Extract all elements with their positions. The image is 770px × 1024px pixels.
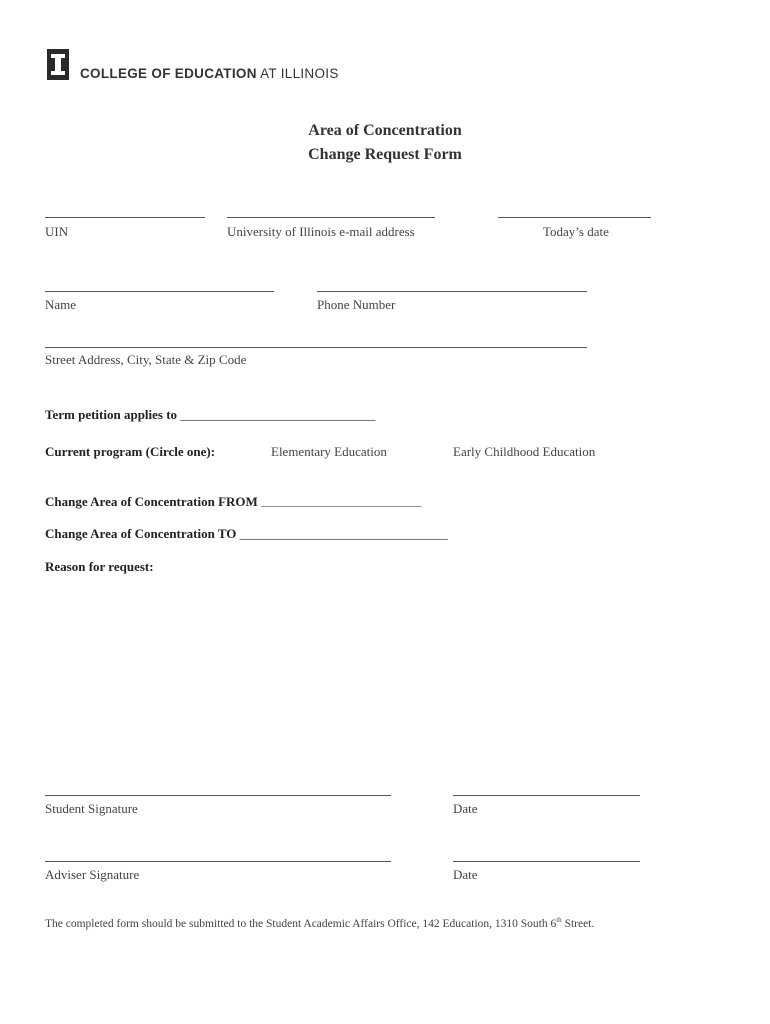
term-field[interactable] bbox=[45, 407, 375, 423]
reason-label: Reason for request: bbox=[45, 559, 154, 574]
address-line[interactable] bbox=[45, 347, 587, 348]
illinois-logo-icon bbox=[47, 49, 69, 80]
student-signature-line[interactable] bbox=[45, 795, 391, 796]
change-to-label: Change Area of Concentration TO bbox=[45, 526, 237, 541]
adviser-signature-label: Adviser Signature bbox=[45, 867, 140, 882]
uin-line[interactable] bbox=[45, 217, 205, 218]
adviser-date-label: Date bbox=[453, 867, 478, 882]
adviser-signature-line[interactable] bbox=[45, 861, 391, 862]
name-line[interactable] bbox=[45, 291, 274, 292]
email-label: University of Illinois e-mail address bbox=[227, 224, 415, 239]
name-label: Name bbox=[45, 297, 77, 312]
change-to-field[interactable] bbox=[45, 526, 448, 542]
program-option-early-childhood[interactable]: Early Childhood Education bbox=[453, 444, 596, 459]
todays-date-line[interactable] bbox=[498, 217, 651, 218]
college-brand bbox=[80, 66, 339, 81]
footer-text-after: Street. bbox=[561, 917, 595, 930]
submission-instructions bbox=[45, 916, 594, 930]
student-signature-label: Student Signature bbox=[45, 801, 138, 816]
change-to-blank[interactable]: ________________________________ bbox=[239, 526, 448, 541]
phone-line[interactable] bbox=[317, 291, 587, 292]
todays-date-label: Today’s date bbox=[543, 224, 609, 239]
form-title-line2: Change Request Form bbox=[308, 146, 462, 163]
footer-superscript: th bbox=[556, 916, 562, 924]
program-option-elementary[interactable]: Elementary Education bbox=[271, 444, 387, 459]
program-label: Current program (Circle one): bbox=[45, 444, 216, 459]
email-line[interactable] bbox=[227, 217, 435, 218]
student-date-label: Date bbox=[453, 801, 478, 816]
term-blank[interactable]: ______________________________ bbox=[180, 407, 376, 422]
adviser-date-line[interactable] bbox=[453, 861, 640, 862]
reason-area[interactable] bbox=[45, 580, 645, 780]
brand-light: AT ILLINOIS bbox=[260, 66, 339, 81]
form-title-line1: Area of Concentration bbox=[308, 122, 462, 139]
uin-label: UIN bbox=[45, 224, 69, 239]
student-date-line[interactable] bbox=[453, 795, 640, 796]
brand-bold: COLLEGE OF EDUCATION bbox=[80, 66, 257, 81]
address-label: Street Address, City, State & Zip Code bbox=[45, 352, 247, 367]
change-from-label: Change Area of Concentration FROM bbox=[45, 494, 258, 509]
phone-label: Phone Number bbox=[317, 297, 396, 312]
change-from-blank[interactable]: ________________________________________ bbox=[261, 498, 422, 508]
change-from-field[interactable] bbox=[45, 494, 421, 510]
term-label: Term petition applies to bbox=[45, 407, 178, 422]
footer-text-before: The completed form should be submitted to the Student Academic Affairs Office, 142 Education, 1310 South 6 bbox=[45, 917, 557, 930]
